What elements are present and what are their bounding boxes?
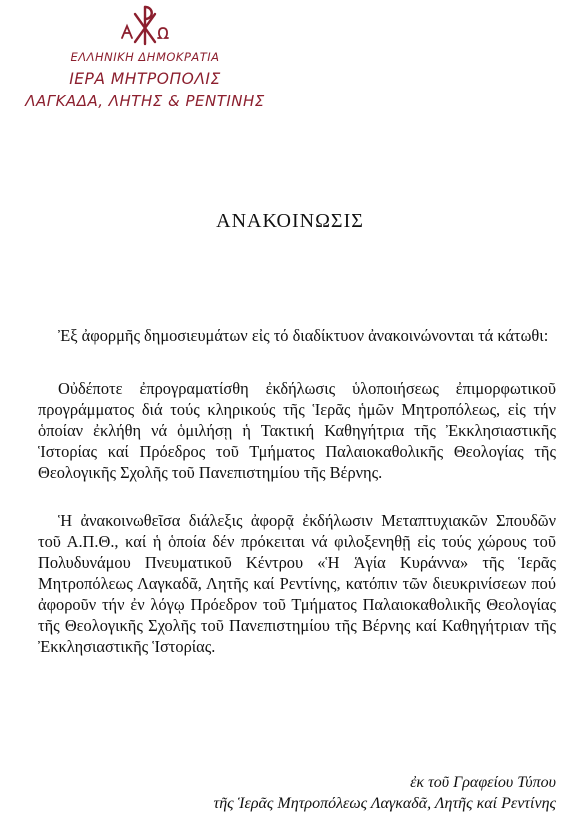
signature-metropolis: τῆς Ἱερᾶς Μητροπόλεως Λαγκαδᾶ, Λητῆς καί Ρεντίνης (213, 795, 556, 812)
paragraph-intro-text: Ἐξ ἀφορμῆς δημοσιευμάτων εἰς τό διαδίκτυον ἀνακοινώνονται τά κάτωθι: (58, 326, 549, 345)
paragraph-second-point-text: Ἡ ἀνακοινωθεῖσα διάλεξις ἀφορᾷ ἐκδήλωσιν Μεταπτυχιακῶν Σπουδῶν τοῦ Α.Π.Θ., καί ἡ ὁποία δέν πρόκειται νά φιλοξενηθῇ εἰς τούς χώρους τοῦ Πολυδυνάμου Πνευματικοῦ Κέντρου «Ἡ Ἁγία Κυράννα» τῆς Ἱερᾶς Μητροπόλεως Λαγκαδᾶ, Λητῆς καί Ρεντίνης, κατόπιν τῶν διευκρινίσεων πού ἀφοροῦν τήν ἐν λόγῳ Πρόεδρον τοῦ Τμήματος Παλαιοκαθολικῆς Θεολογίας τῆς Θεολογικῆς Σχολῆς τοῦ Πανεπιστημίου τῆς Βέρνης καί Καθηγήτριαν τῆς Ἐκκλησιαστικῆς Ἱστορίας. (38, 511, 556, 656)
signature-press-office: ἐκ τοῦ Γραφείου Τύπου (410, 774, 556, 791)
letterhead-metropolis: ΙΕΡΑ ΜΗΤΡΟΠΟΛΙΣ (69, 70, 221, 88)
letterhead-republic: ΕΛΛΗΝΙΚΗ ΔΗΜΟΚΡΑΤΙΑ (70, 50, 220, 64)
paragraph-second-point (38, 510, 556, 657)
document-title: ΑΝΑΚΟΙΝΩΣΙΣ (216, 210, 364, 232)
paragraph-first-point (38, 378, 556, 483)
chi-rho-alpha-omega-icon (118, 4, 172, 46)
paragraph-first-point-text: Οὐδέποτε ἐπρογραματίσθη ἐκδήλωσις ὑλοποιήσεως ἐπιμορφωτικοῦ προγράμματος διά τούς κληρικούς τῆς Ἱερᾶς ἡμῶν Μητροπόλεως, εἰς τήν ὁποίαν ἐκλήθη νά ὁμιλήσῃ ἡ Τακτική Καθηγήτρια τῆς Ἐκκλησιαστικῆς Ἱστορίας καί Πρόεδρος τοῦ Τμήματος Παλαιοκαθολικῆς Θεολογίας τῆς Θεολογικῆς Σχολῆς τοῦ Πανεπιστημίου τῆς Βέρνης. (38, 379, 556, 482)
paragraph-intro (38, 325, 556, 346)
letterhead-region: ΛΑΓΚΑΔΑ, ΛΗΤΗΣ & ΡΕΝΤΙΝΗΣ (25, 92, 265, 110)
